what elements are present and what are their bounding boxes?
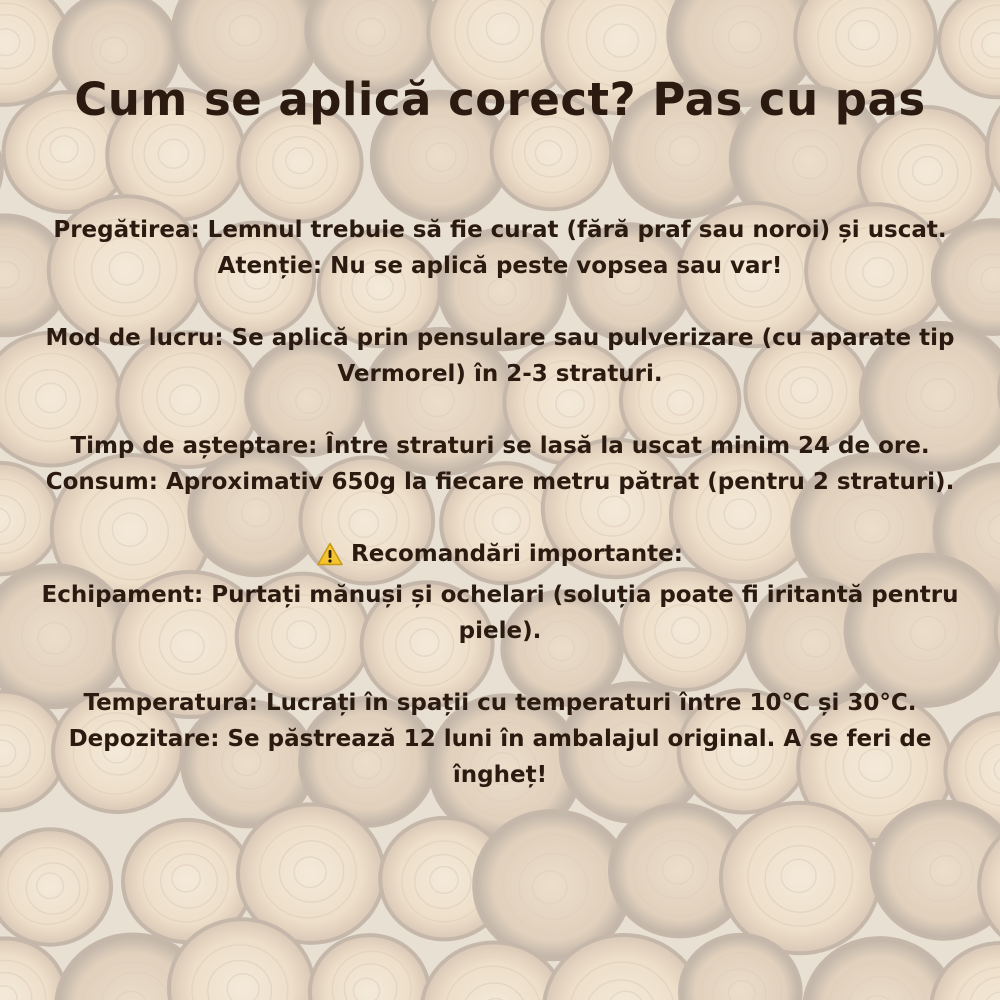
- method-paragraph: Mod de lucru: Se aplică prin pensulare sau pulverizare (cu aparate tip Vermorel) în 2-3 straturi.: [45, 325, 955, 387]
- recommendations-heading-line: [40, 536, 960, 577]
- content-block: [40, 0, 960, 793]
- spacer: [40, 284, 960, 320]
- storage-paragraph: Depozitare: Se păstrează 12 luni în ambalajul original. A se feri de îngheț!: [68, 726, 932, 788]
- spacer: [40, 500, 960, 536]
- recommendations-heading: Recomandări importante:: [351, 541, 683, 567]
- page-title: Cum se aplică corect? Pas cu pas: [74, 73, 926, 126]
- waiting-paragraph: Timp de așteptare: Între straturi se lasă la uscat minim 24 de ore.: [70, 433, 930, 459]
- spacer: [40, 649, 960, 685]
- warning-icon: [317, 542, 343, 566]
- spacer: [40, 392, 960, 428]
- instructions-body: [40, 212, 960, 793]
- consumption-paragraph: Consum: Aproximativ 650g la fiecare metru pătrat (pentru 2 straturi).: [45, 469, 955, 495]
- temperature-paragraph: Temperatura: Lucrați în spații cu temperaturi între 10°C și 30°C.: [83, 690, 917, 716]
- equipment-paragraph: Echipament: Purtați mănuși și ochelari (soluția poate fi iritantă pentru piele).: [41, 582, 959, 644]
- preparation-paragraph: Pregătirea: Lemnul trebuie să fie curat (fără praf sau noroi) și uscat. Atenție: Nu se aplică peste vopsea sau var!: [53, 217, 947, 279]
